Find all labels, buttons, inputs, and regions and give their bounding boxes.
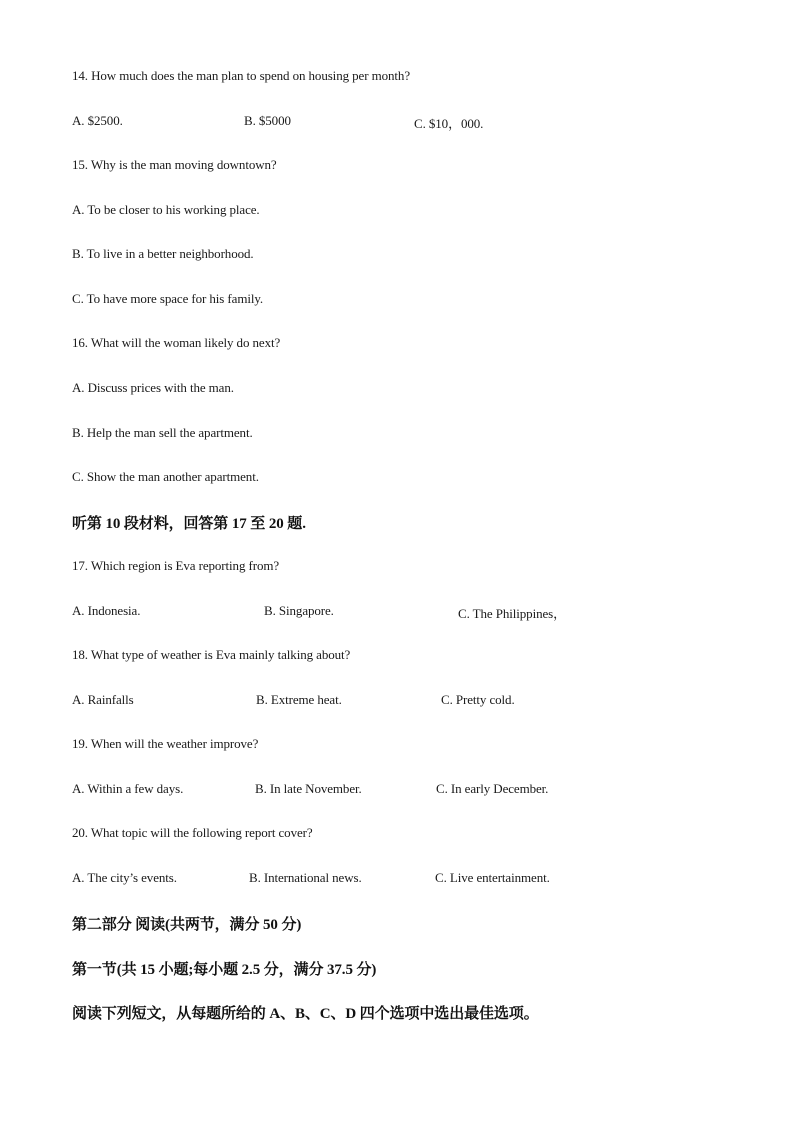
option-b: B. International news.: [249, 870, 362, 885]
reading-instruction: 阅读下列短文，从每题所给的 A、B、C、D 四个选项中选出最佳选项。: [72, 1006, 539, 1022]
section-one-heading: 第一节(共 15 小题;每小题 2.5 分，满分 37.5 分): [72, 962, 377, 978]
question-14: 14. How much does the man plan to spend on housing per month?: [72, 68, 410, 83]
option-b: B. Singapore.: [264, 603, 334, 618]
question-20: 20. What topic will the following report cover?: [72, 825, 313, 840]
option-c: C. $10，000.: [414, 116, 484, 131]
question-17: 17. Which region is Eva reporting from?: [72, 558, 280, 573]
part-two-heading: 第二部分 阅读(共两节，满分 50 分): [72, 917, 302, 933]
question-15-option-b: B. To live in a better neighborhood.: [72, 246, 254, 261]
option-a: A. $2500.: [72, 113, 123, 128]
option-b: B. In late November.: [255, 781, 362, 796]
option-c: C. In early December.: [436, 781, 549, 796]
question-16: 16. What will the woman likely do next?: [72, 335, 281, 350]
option-c: C. Live entertainment.: [435, 870, 550, 885]
option-c: C. The Philippines，: [458, 606, 567, 621]
question-15-option-c: C. To have more space for his family.: [72, 291, 264, 306]
question-18: 18. What type of weather is Eva mainly talking about?: [72, 647, 351, 662]
question-15: 15. Why is the man moving downtown?: [72, 157, 277, 172]
option-b: B. $5000: [244, 113, 291, 128]
question-16-option-c: C. Show the man another apartment.: [72, 469, 259, 484]
option-a: A. Rainfalls: [72, 692, 134, 707]
section-heading-10: 听第 10 段材料，回答第 17 至 20 题.: [72, 516, 306, 532]
option-a: A. The city’s events.: [72, 870, 177, 885]
option-c: C. Pretty cold.: [441, 692, 515, 707]
option-a: A. Within a few days.: [72, 781, 184, 796]
question-16-option-a: A. Discuss prices with the man.: [72, 380, 234, 395]
option-b: B. Extreme heat.: [256, 692, 342, 707]
question-15-option-a: A. To be closer to his working place.: [72, 202, 260, 217]
question-19: 19. When will the weather improve?: [72, 736, 259, 751]
option-a: A. Indonesia.: [72, 603, 141, 618]
question-16-option-b: B. Help the man sell the apartment.: [72, 425, 253, 440]
